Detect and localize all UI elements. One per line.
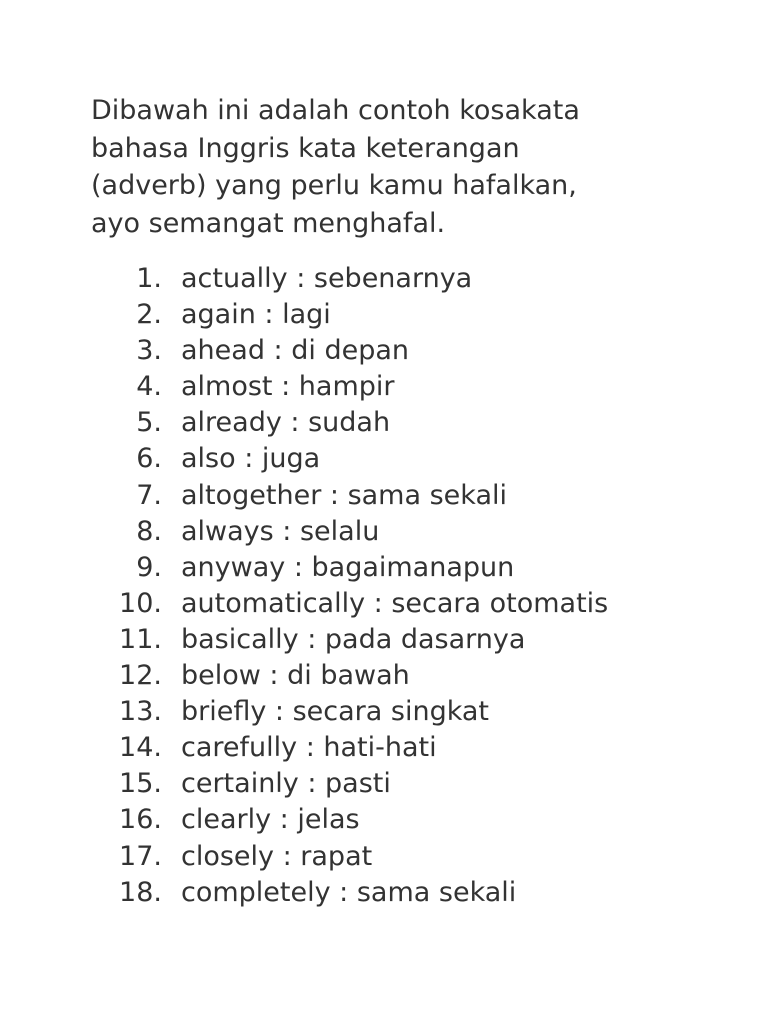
list-item [0,478,768,514]
list-item [0,802,768,838]
item-number: 6. [136,443,162,475]
list-item [0,694,768,730]
item-text: certainly : pasti [181,768,391,800]
item-text: basically : pada dasarnya [181,623,526,655]
item-text: ahead : di depan [181,335,409,367]
item-text: briefly : secara singkat [181,696,490,728]
item-number: 5. [136,407,162,439]
item-text: again : lagi [181,299,331,331]
intro-paragraph: Dibawah ini adalah contoh kosakata bahasa Inggris kata keterangan (adverb) yang perlu kamu hafalkan, ayo semangat menghafal. [91,95,580,239]
item-text: clearly : jelas [181,804,360,836]
list-item [0,297,768,333]
item-number: 1. [136,263,162,294]
item-number: 14. [119,732,162,764]
item-text: below : di bawah [181,660,410,692]
item-number: 4. [136,371,162,403]
item-number: 12. [119,660,162,692]
item-text: altogether : sama sekali [181,479,508,511]
list-item [0,441,768,477]
item-number: 9. [136,551,162,583]
item-text: also : juga [181,443,321,475]
item-number: 17. [119,840,162,872]
list-item [0,405,768,441]
item-text: carefully : hati-hati [181,732,437,764]
list-item [0,875,768,911]
item-text: actually : sebenarnya [181,263,473,294]
item-number: 11. [119,623,162,655]
vocabulary-list [0,261,768,911]
item-text: almost : hampir [181,371,395,403]
list-item [0,369,768,405]
item-text: automatically : secara otomatis [181,587,609,619]
list-item [0,514,768,550]
list-item [0,333,768,369]
list-item [0,622,768,658]
item-text: closely : rapat [181,840,373,872]
list-item [0,839,768,875]
item-number: 8. [136,515,162,547]
item-number: 10. [119,587,162,619]
item-text: anyway : bagaimanapun [181,551,515,583]
item-text: completely : sama sekali [181,876,517,908]
list-item [0,586,768,622]
item-number: 18. [119,876,162,908]
list-item [0,550,768,586]
item-number: 15. [119,768,162,800]
list-item [0,261,768,297]
list-item [0,658,768,694]
item-number: 3. [136,335,162,367]
list-item [0,730,768,766]
item-text: always : selalu [181,515,380,547]
item-number: 16. [119,804,162,836]
item-number: 2. [136,299,162,331]
item-number: 13. [119,696,162,728]
list-item [0,766,768,802]
item-number: 7. [136,479,162,511]
item-text: already : sudah [181,407,391,439]
